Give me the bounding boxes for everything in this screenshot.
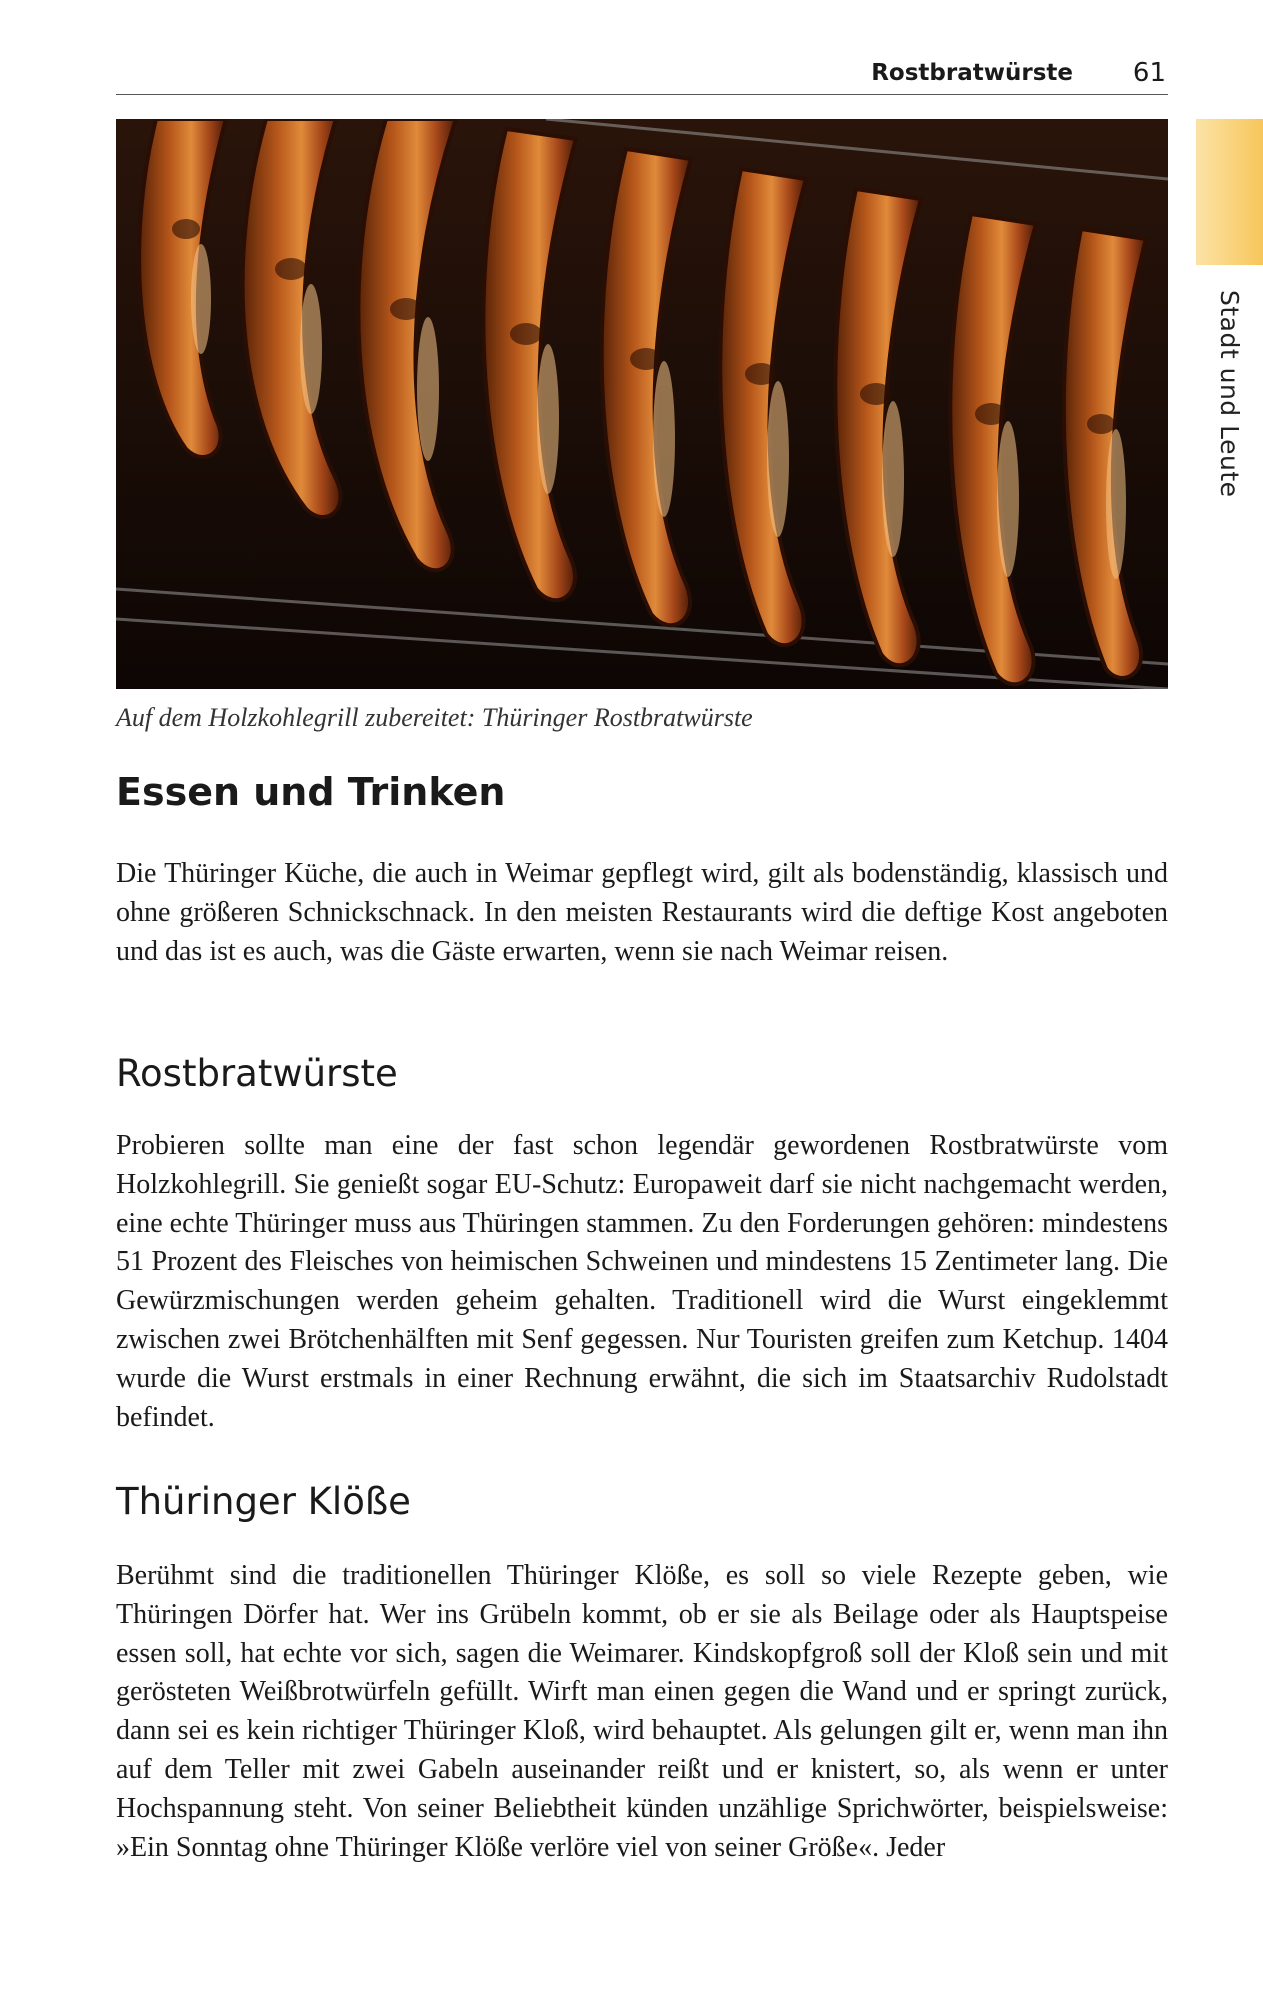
rostbratwuerste-paragraph: Probieren sollte man eine der fast schon legendär gewordenen Rostbratwürste vom Holzkohlegrill. Sie genießt sogar EU-Schutz: Europaweit darf sie nicht nachgemacht werden, eine echte Thüringer muss aus Thüringen stammen. Zu den Forderungen gehören: mindestens 51 Prozent des Fleisches von heimischen Schweinen und mindestens 15 Zentimeter lang. Die Gewürzmischungen werden geheim gehalten. Traditionell wird die Wurst eingeklemmt zwischen zwei Brötchenhälften mit Senf gegessen. Nur Touristen greifen zum Ketchup. 1404 wurde die Wurst erstmals in einer Rechnung erwähnt, die sich im Staatsarchiv Rudolstadt befindet. xyxy=(116,1130,1168,1433)
running-title: Rostbratwürste xyxy=(871,60,1073,86)
section-title: Essen und Trinken xyxy=(116,770,506,814)
figure-caption: Auf dem Holzkohlegrill zubereitet: Thüringer Rostbratwürste xyxy=(116,703,753,732)
grill-illustration xyxy=(116,119,1168,689)
page-number: 61 xyxy=(1132,58,1166,88)
running-header xyxy=(116,58,1168,95)
chapter-tab-label: Stadt und Leute xyxy=(1215,290,1244,498)
chapter-thumb-tab xyxy=(1196,119,1263,265)
intro-paragraph: Die Thüringer Küche, die auch in Weimar gepflegt wird, gilt als bodenständig, klassisch und ohne größeren Schnickschnack. In den meisten Restaurants wird die deftige Kost angeboten und das ist es auch, was die Gäste erwarten, wenn sie nach Weimar reisen. xyxy=(116,858,1168,967)
subsection-title-kloesse: Thüringer Klöße xyxy=(116,1480,411,1523)
kloesse-paragraph: Berühmt sind die traditionellen Thüringer Klöße, es soll so viele Rezepte geben, wie Thüringen Dörfer hat. Wer ins Grübeln kommt, ob er sie als Beilage oder als Hauptspeise essen soll, hat echte vor sich, sagen die Weimarer. Kindskopfgroß soll der Kloß sein und mit gerösteten Weißbrotwürfeln gefüllt. Wirft man einen gegen die Wand und er springt zurück, dann sei es kein richtiger Thüringer Kloß, wird behauptet. Als gelungen gilt er, wenn man ihn auf dem Teller mit zwei Gabeln auseinander reißt und er knistert, so, als wenn er unter Hochspannung steht. Von seiner Beliebtheit künden unzählige Sprichwörter, beispielsweise: »Ein Sonntag ohne Thüringer Klöße verlöre viel von seiner Größe«. Jeder xyxy=(116,1560,1168,1863)
subsection-title-rostbratwuerste: Rostbratwürste xyxy=(116,1052,398,1095)
sausage-grill-photo xyxy=(116,119,1168,689)
